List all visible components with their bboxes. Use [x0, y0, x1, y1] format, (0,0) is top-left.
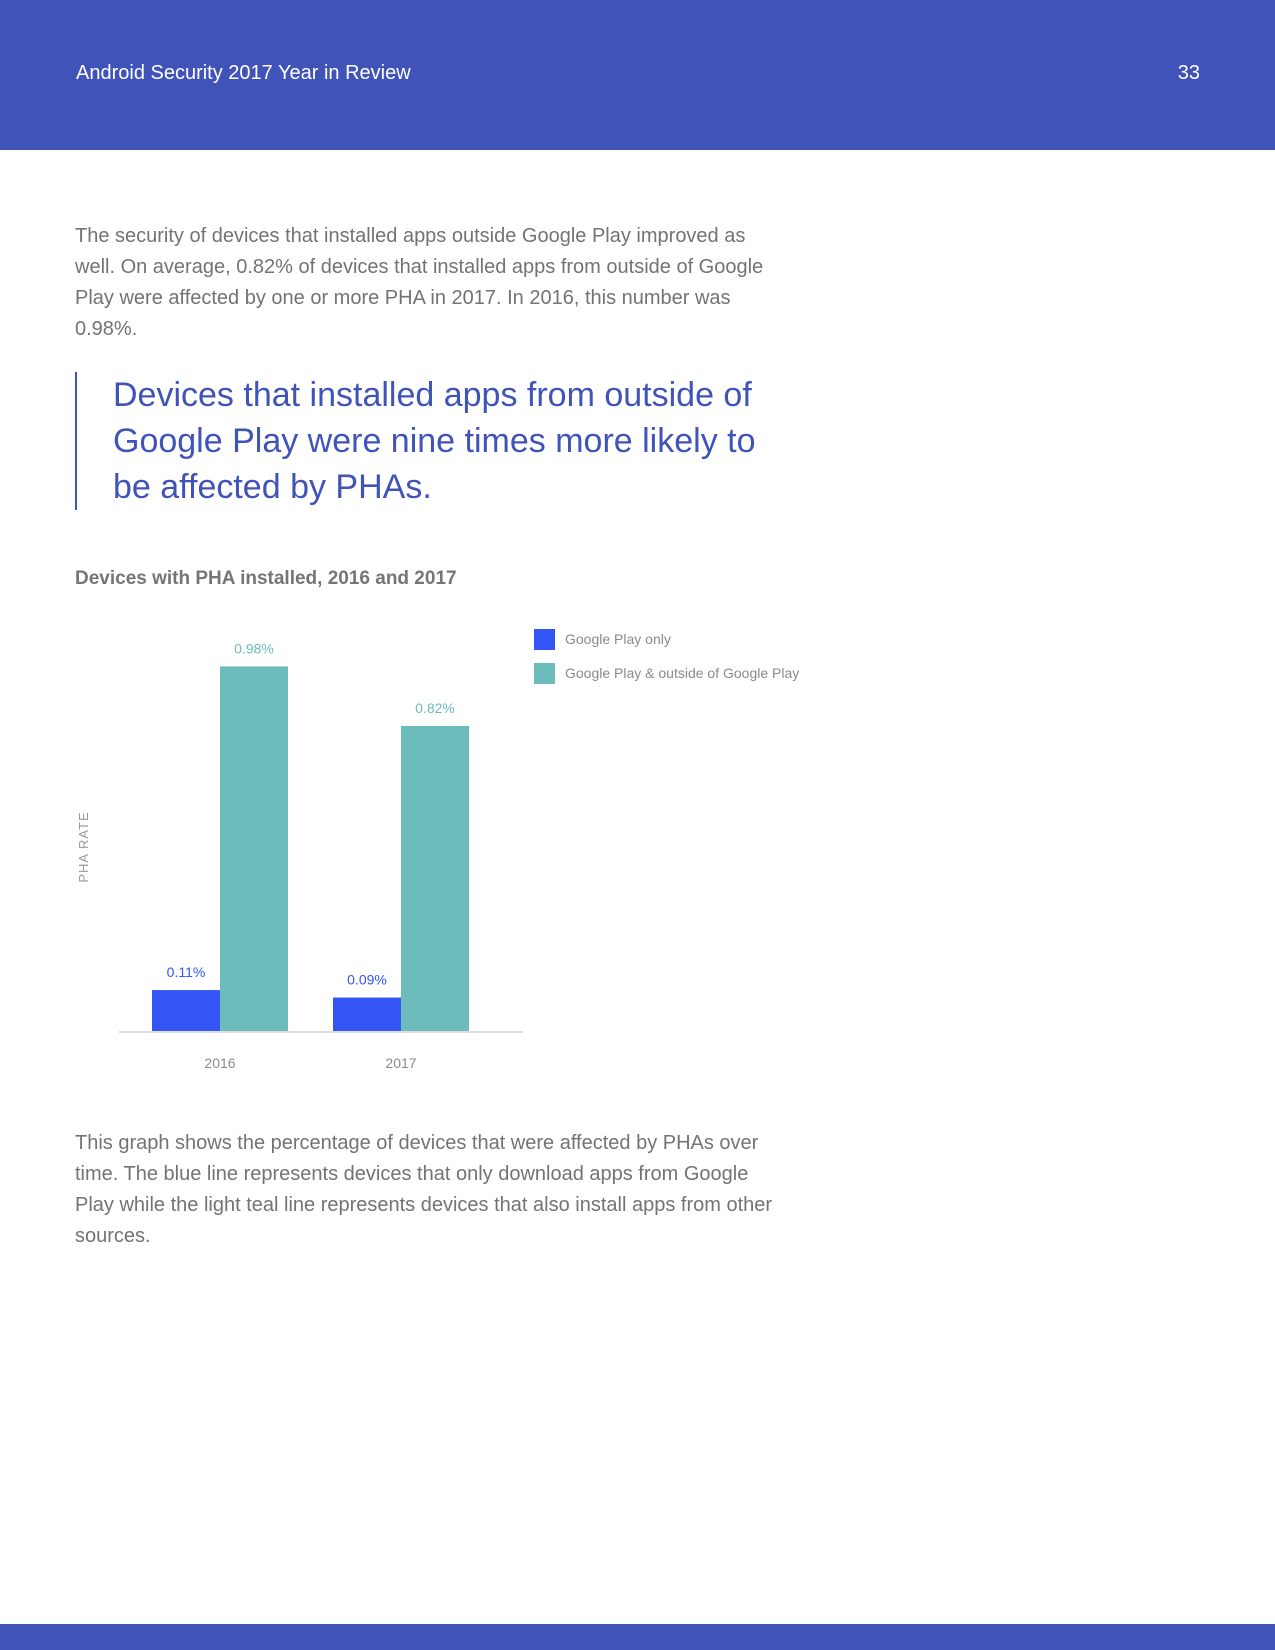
pull-quote: Devices that installed apps from outside of Google Play were nine times more likely to be affected by PHAs.: [75, 372, 773, 510]
y-axis-label: PHA RATE: [76, 811, 91, 883]
page-header: [0, 0, 1275, 150]
document-title: Android Security 2017 Year in Review: [76, 62, 411, 84]
bar-2017-google-play-only: [333, 998, 401, 1031]
bar-label-2016-google-play-only: 0.11%: [166, 964, 206, 981]
legend-item-outside: [534, 662, 799, 684]
page-footer: [0, 1624, 1275, 1650]
legend-item-play-only: [534, 628, 799, 650]
legend-label-play-only: Google Play only: [565, 631, 671, 647]
bar-label-2017-google-play-outside-of-google-play: 0.82%: [415, 699, 455, 716]
bar-label-2016-google-play-outside-of-google-play: 0.98%: [234, 640, 274, 657]
legend-swatch-outside: [534, 663, 555, 684]
x-tick-label-2016: 2016: [204, 1055, 236, 1071]
x-tick-label-2017: 2017: [385, 1055, 417, 1071]
bar-2016-google-play-only: [152, 990, 220, 1031]
bar-2016-google-play-outside-of-google-play: [220, 666, 288, 1031]
intro-paragraph: The security of devices that installed apps outside Google Play improved as well. On average, 0.82% of devices that installed apps from outside of Google Play were affected by one or more PHA in 2017. In 2016, this number was 0.98%.: [75, 225, 764, 340]
chart-caption: This graph shows the percentage of devices that were affected by PHAs over time. The blue line represents devices that only download apps from Google Play while the light teal line represents devices that also install apps from other sources.: [75, 1132, 773, 1247]
chart-legend: [534, 628, 799, 696]
bar-label-2017-google-play-only: 0.09%: [347, 971, 387, 988]
legend-label-outside: Google Play & outside of Google Play: [565, 665, 800, 681]
chart-title: Devices with PHA installed, 2016 and 2017: [75, 568, 457, 589]
legend-swatch-play-only: [534, 629, 555, 650]
bar-chart: [0, 600, 560, 1080]
bars-layer: [152, 640, 469, 1071]
page-number: 33: [1177, 62, 1200, 84]
bar-2017-google-play-outside-of-google-play: [401, 726, 469, 1031]
